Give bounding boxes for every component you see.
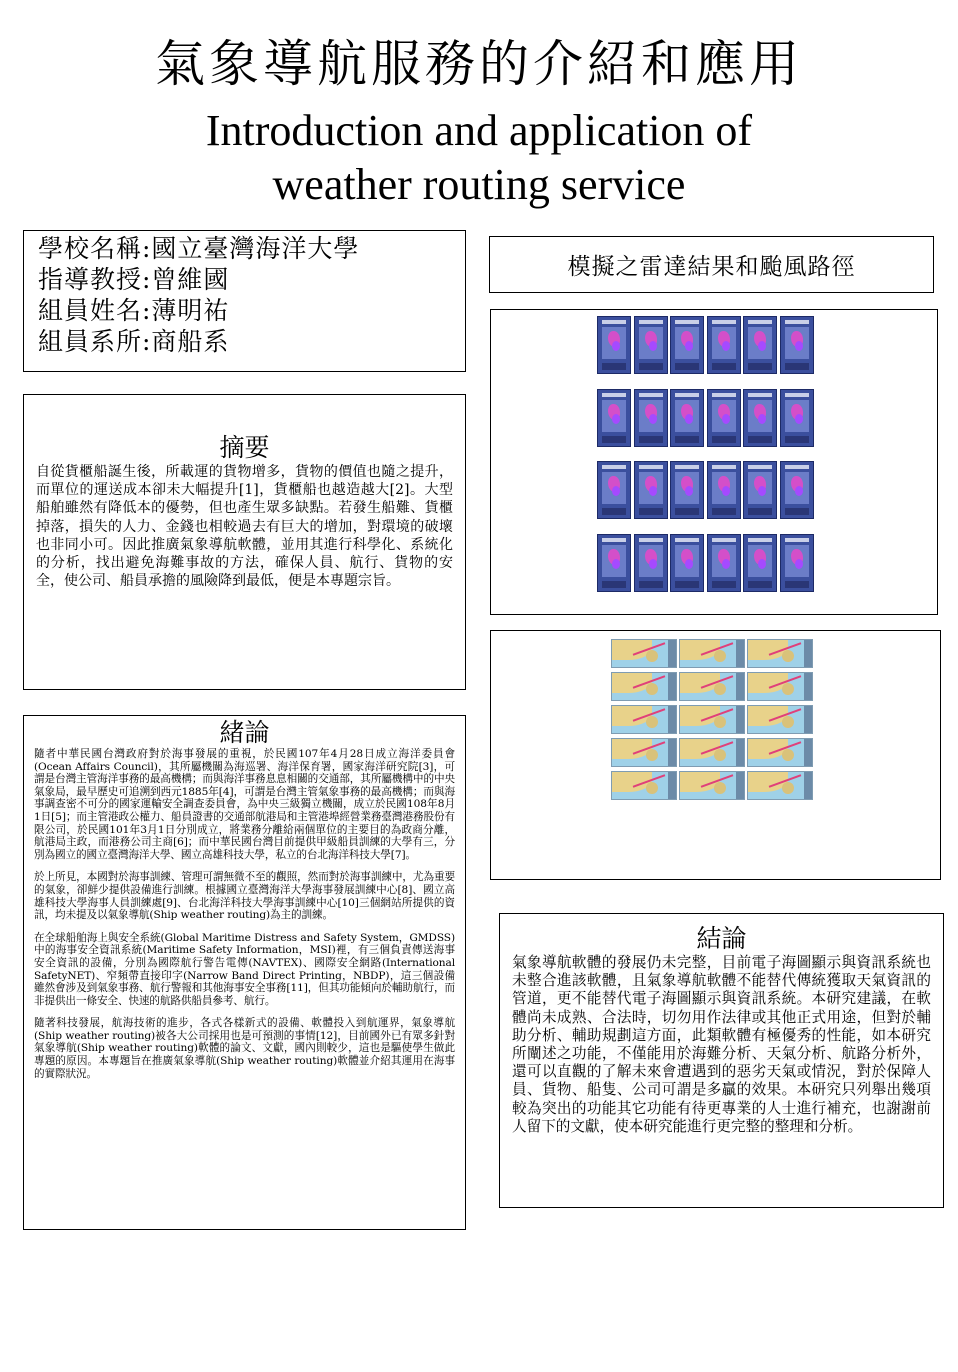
radar-thumbnail-blob2	[685, 414, 693, 424]
typhoon-map-legend	[668, 739, 676, 766]
typhoon-map-legend	[668, 706, 676, 733]
typhoon-map-land2	[646, 749, 658, 761]
radar-thumbnail-blob2	[795, 559, 803, 569]
typhoon-map-land2	[646, 716, 658, 728]
radar-thumbnail-bar	[748, 320, 772, 324]
typhoon-map-land2	[714, 716, 726, 728]
typhoon-map-legend	[804, 673, 812, 700]
radar-thumbnail-bar	[712, 393, 736, 397]
abstract-title: 摘要	[219, 433, 270, 462]
typhoon-map-legend	[736, 640, 744, 667]
radar-thumbnail	[780, 389, 814, 447]
radar-thumbnail-bot	[602, 581, 626, 588]
radar-thumbnail	[670, 461, 704, 519]
radar-thumbnail-bar	[712, 465, 736, 469]
radar-thumbnail	[743, 534, 777, 592]
conclusion-section	[499, 913, 944, 1208]
radar-thumbnail-bar	[785, 538, 809, 542]
typhoon-image-grid	[611, 639, 813, 800]
typhoon-map-thumbnail	[679, 639, 745, 668]
radar-thumbnail-bot	[602, 508, 626, 515]
radar-thumbnail	[743, 316, 777, 374]
typhoon-map-thumbnail	[747, 738, 813, 767]
radar-thumbnail-bar	[639, 465, 663, 469]
radar-thumbnail-bot	[602, 363, 626, 370]
typhoon-map-land2	[782, 716, 794, 728]
radar-thumbnail-bot	[639, 581, 663, 588]
member-department: 組員系所:商船系	[38, 327, 230, 356]
typhoon-map-thumbnail	[747, 705, 813, 734]
radar-thumbnail-bot	[712, 508, 736, 515]
radar-thumbnail-bar	[639, 320, 663, 324]
radar-thumbnail-bot	[712, 581, 736, 588]
radar-thumbnail-bar	[602, 465, 626, 469]
introduction-paragraph-1: 隨者中華民國台灣政府對於海事發展的重視，於民國107年4月28日成立海洋委員會(Ocean Affairs Council)，其所屬機關為海巡署、海洋保育署，國家海洋研究院[3]，可謂是台灣主管海洋事務的最高機構；而與海洋事務息息相關的交通部，其所屬機構中的中央氣象局，最早歷史可追溯到西元1885年[4]，可謂是台灣主管氣象事務的最高機構；而與海事調查密不可分的國家運輸安全調查委員會，為中央三級獨立機關，成立於民國108年8月1日[5]；而主管港政公權力、船員證書的交通部航港局和主管港埠經營業務臺灣港務股份有限公司，於民國101年3月1日分別成立，將業務分離給兩個單位的主要目的為政商分離，航港局主政，而港務公司主商[6]；而中華民國台灣目前提供甲級船員訓練的大學有三，分別為國立的國立臺灣海洋大學、國立高雄科技大學，私立的台北海洋科技大學[7]。	[34, 748, 455, 861]
typhoon-map-thumbnail	[747, 639, 813, 668]
radar-thumbnail-bar	[785, 465, 809, 469]
typhoon-map-legend	[804, 739, 812, 766]
radar-thumbnail	[780, 316, 814, 374]
radar-thumbnail-bar	[712, 320, 736, 324]
radar-thumbnail-bot	[748, 581, 772, 588]
radar-thumbnail-bot	[675, 508, 699, 515]
radar-thumbnail-bot	[675, 436, 699, 443]
radar-thumbnail-blob2	[612, 559, 620, 569]
member-name: 組員姓名:薄明祐	[38, 296, 230, 325]
radar-thumbnail-blob2	[649, 341, 657, 351]
radar-thumbnail-bar	[602, 538, 626, 542]
radar-thumbnail-bot	[675, 363, 699, 370]
abstract-section	[23, 394, 466, 690]
typhoon-map-thumbnail	[611, 738, 677, 767]
radar-thumbnail	[670, 389, 704, 447]
typhoon-map-legend	[668, 772, 676, 799]
radar-thumbnail-blob2	[795, 414, 803, 424]
radar-thumbnail-bot	[712, 436, 736, 443]
typhoon-map-thumbnail	[747, 672, 813, 701]
typhoon-map-legend	[804, 640, 812, 667]
radar-figure	[490, 309, 938, 615]
radar-thumbnail	[743, 389, 777, 447]
radar-thumbnail-bot	[785, 508, 809, 515]
typhoon-map-legend	[668, 640, 676, 667]
typhoon-map-thumbnail	[611, 672, 677, 701]
typhoon-map-thumbnail	[747, 771, 813, 800]
author-info-box	[23, 230, 466, 372]
typhoon-map-thumbnail	[611, 771, 677, 800]
typhoon-map-land2	[782, 749, 794, 761]
radar-thumbnail-bar	[748, 393, 772, 397]
typhoon-map-land2	[646, 650, 658, 662]
radar-thumbnail-bar	[712, 538, 736, 542]
typhoon-map-land2	[714, 683, 726, 695]
radar-thumbnail-bar	[602, 393, 626, 397]
radar-thumbnail-blob2	[722, 341, 730, 351]
radar-thumbnail-bot	[639, 436, 663, 443]
typhoon-map-legend	[736, 673, 744, 700]
radar-thumbnail-bar	[785, 393, 809, 397]
typhoon-map-land2	[646, 782, 658, 794]
typhoon-map-legend	[736, 706, 744, 733]
introduction-paragraph-4: 隨著科技發展，航海技術的進步，各式各樣新式的設備、軟體投入到航運界，氣象導航(Ship weather routing)被各大公司採用也是可預測的事情[12]，目前國外已有眾多針對氣象導航(Ship weather routing)軟體的論文、文獻，國內則較少，這也是驅使學生做此專題的原因。本專題旨在推廣氣象導航(Ship weather routing)軟體並介紹其運用在海事的實際狀況。	[34, 1017, 455, 1080]
radar-thumbnail-blob2	[649, 559, 657, 569]
radar-thumbnail	[634, 389, 668, 447]
radar-thumbnail-bar	[675, 393, 699, 397]
radar-thumbnail	[634, 316, 668, 374]
typhoon-map-land2	[782, 782, 794, 794]
poster-title-chinese: 氣象導航服務的介紹和應用	[155, 35, 803, 93]
typhoon-map-thumbnail	[679, 738, 745, 767]
radar-thumbnail	[670, 534, 704, 592]
typhoon-map-land2	[714, 749, 726, 761]
figure-title: 模擬之雷達結果和颱風路徑	[567, 254, 856, 280]
typhoon-map-land2	[782, 650, 794, 662]
typhoon-map-legend	[804, 772, 812, 799]
radar-thumbnail-blob2	[722, 486, 730, 496]
radar-thumbnail	[707, 316, 741, 374]
radar-thumbnail-bot	[748, 363, 772, 370]
typhoon-map-land2	[646, 683, 658, 695]
typhoon-map-legend	[804, 706, 812, 733]
introduction-title: 緒論	[219, 718, 270, 747]
radar-thumbnail-bot	[712, 363, 736, 370]
radar-thumbnail-bar	[639, 538, 663, 542]
radar-thumbnail-bot	[639, 363, 663, 370]
radar-thumbnail	[743, 461, 777, 519]
radar-thumbnail	[597, 389, 631, 447]
radar-thumbnail-bot	[785, 363, 809, 370]
radar-thumbnail-blob2	[612, 341, 620, 351]
radar-thumbnail-bot	[602, 436, 626, 443]
radar-thumbnail-bar	[675, 538, 699, 542]
radar-thumbnail-blob2	[612, 414, 620, 424]
typhoon-map-thumbnail	[679, 672, 745, 701]
radar-thumbnail	[597, 316, 631, 374]
radar-thumbnail	[597, 534, 631, 592]
conclusion-title: 結論	[696, 924, 747, 953]
figure-title-box	[489, 236, 934, 293]
radar-thumbnail	[634, 534, 668, 592]
typhoon-map-land2	[782, 683, 794, 695]
radar-image-grid	[597, 316, 814, 592]
typhoon-map-thumbnail	[611, 705, 677, 734]
introduction-section	[23, 715, 466, 1230]
radar-thumbnail-bar	[675, 465, 699, 469]
radar-thumbnail-bar	[748, 465, 772, 469]
radar-thumbnail-bot	[748, 508, 772, 515]
typhoon-map-thumbnail	[679, 705, 745, 734]
radar-thumbnail-bot	[639, 508, 663, 515]
poster-title-english	[0, 104, 958, 212]
radar-thumbnail-blob2	[649, 486, 657, 496]
typhoon-map-legend	[736, 739, 744, 766]
radar-thumbnail	[670, 316, 704, 374]
conclusion-text: 氣象導航軟體的發展仍未完整，目前電子海圖顯示與資訊系統也未整合進該軟體，且氣象導航軟體不能替代傳統獲取天氣資訊的管道，更不能替代電子海圖顯示與資訊系統。本研究建議，在軟體尚未成熟、合法時，切勿用作法律或其他正式用途，但對於輔助分析、輔助規劃這方面，此類軟體有極優秀的性能，如本研究所闡述之功能，不僅能用於海難分析、天氣分析、航路分析外，還可以直觀的了解未來會遭遇到的惡劣天氣或情況，對於保障人員、貨物、船隻、公司可謂是多贏的效果。本研究只列舉出幾項較為突出的功能其它功能有待更專業的人士進行補充，也謝謝前人留下的文獻，使本研究能進行更完整的整理和分析。	[512, 954, 931, 1135]
radar-thumbnail-bar	[639, 393, 663, 397]
radar-thumbnail-blob2	[722, 559, 730, 569]
title-en-line2: weather routing service	[272, 160, 686, 209]
radar-thumbnail-bot	[675, 581, 699, 588]
radar-thumbnail	[780, 461, 814, 519]
radar-thumbnail-bot	[748, 436, 772, 443]
typhoon-map-legend	[668, 673, 676, 700]
radar-thumbnail	[780, 534, 814, 592]
introduction-paragraph-3: 在全球船舶海上與安全系統(Global Maritime Distress and Safety System，GMDSS)中的海事安全資訊系統(Maritime Safety Information，MSI)裡，有三個負責傳送海事安全資訊的設備，分別為國際航行警告電傳(NAVTEX)、國際安全網路(International SafetyNET)、窄頻帶直接印字(Narrow Band Direct Printing，NBDP)，這三個設備雖然會涉及到氣象事務、航行警報和其他海事安全事務[11]，但其功能傾向於輔助航行，而非提供出一條安全、快速的航路供船員參考、航行。	[34, 931, 455, 1007]
typhoon-map-thumbnail	[611, 639, 677, 668]
radar-thumbnail-bar	[785, 320, 809, 324]
abstract-text: 自從貨櫃船誕生後，所載運的貨物增多，貨物的價值也隨之提升，而單位的運送成本卻未大幅提升[1]，貨櫃船也越造越大[2]。大型船舶雖然有降低本的優勢，但也產生眾多缺點。若發生船難、貨櫃掉落，損失的人力、金錢也相較過去有巨大的增加，對環境的破壞也非同小可。因此推廣氣象導航軟體，並用其進行科學化、系統化的分析，找出避免海難事故的方法，確保人員、航行、貨物的安全，使公司、船員承擔的風險降到最低，便是本專題宗旨。	[36, 464, 453, 590]
typhoon-map-land2	[714, 782, 726, 794]
typhoon-map-thumbnail	[679, 771, 745, 800]
radar-thumbnail-bot	[785, 436, 809, 443]
title-en-line1: Introduction and application of	[205, 106, 753, 155]
radar-thumbnail-bar	[675, 320, 699, 324]
advisor-name: 指導教授:曾維國	[38, 265, 230, 294]
typhoon-map-legend	[736, 772, 744, 799]
radar-thumbnail	[597, 461, 631, 519]
radar-thumbnail-bot	[785, 581, 809, 588]
radar-thumbnail-bar	[602, 320, 626, 324]
radar-thumbnail-blob2	[649, 414, 657, 424]
radar-thumbnail	[707, 534, 741, 592]
radar-thumbnail	[707, 461, 741, 519]
introduction-paragraph-2: 於上所見，本國對於海事訓練、管理可謂無微不至的觀照，然而對於海事訓練中，尤為重要的氣象，卻鮮少提供設備進行訓練。根據國立臺灣海洋大學海事發展訓練中心[8]、國立高雄科技大學海事人員訓練處[9]、台北海洋科技大學海事訓練中心[10]三個網站所提供的資訊，均未提及以氣象導航(Ship weather routing)為主的訓練。	[34, 871, 455, 922]
radar-thumbnail-blob2	[722, 414, 730, 424]
radar-thumbnail-bar	[748, 538, 772, 542]
radar-thumbnail	[634, 461, 668, 519]
typhoon-map-land2	[714, 650, 726, 662]
radar-thumbnail	[707, 389, 741, 447]
radar-thumbnail-blob2	[685, 559, 693, 569]
typhoon-track-figure	[490, 630, 941, 880]
school-name: 學校名稱:國立臺灣海洋大學	[38, 234, 360, 263]
radar-thumbnail-blob2	[795, 341, 803, 351]
